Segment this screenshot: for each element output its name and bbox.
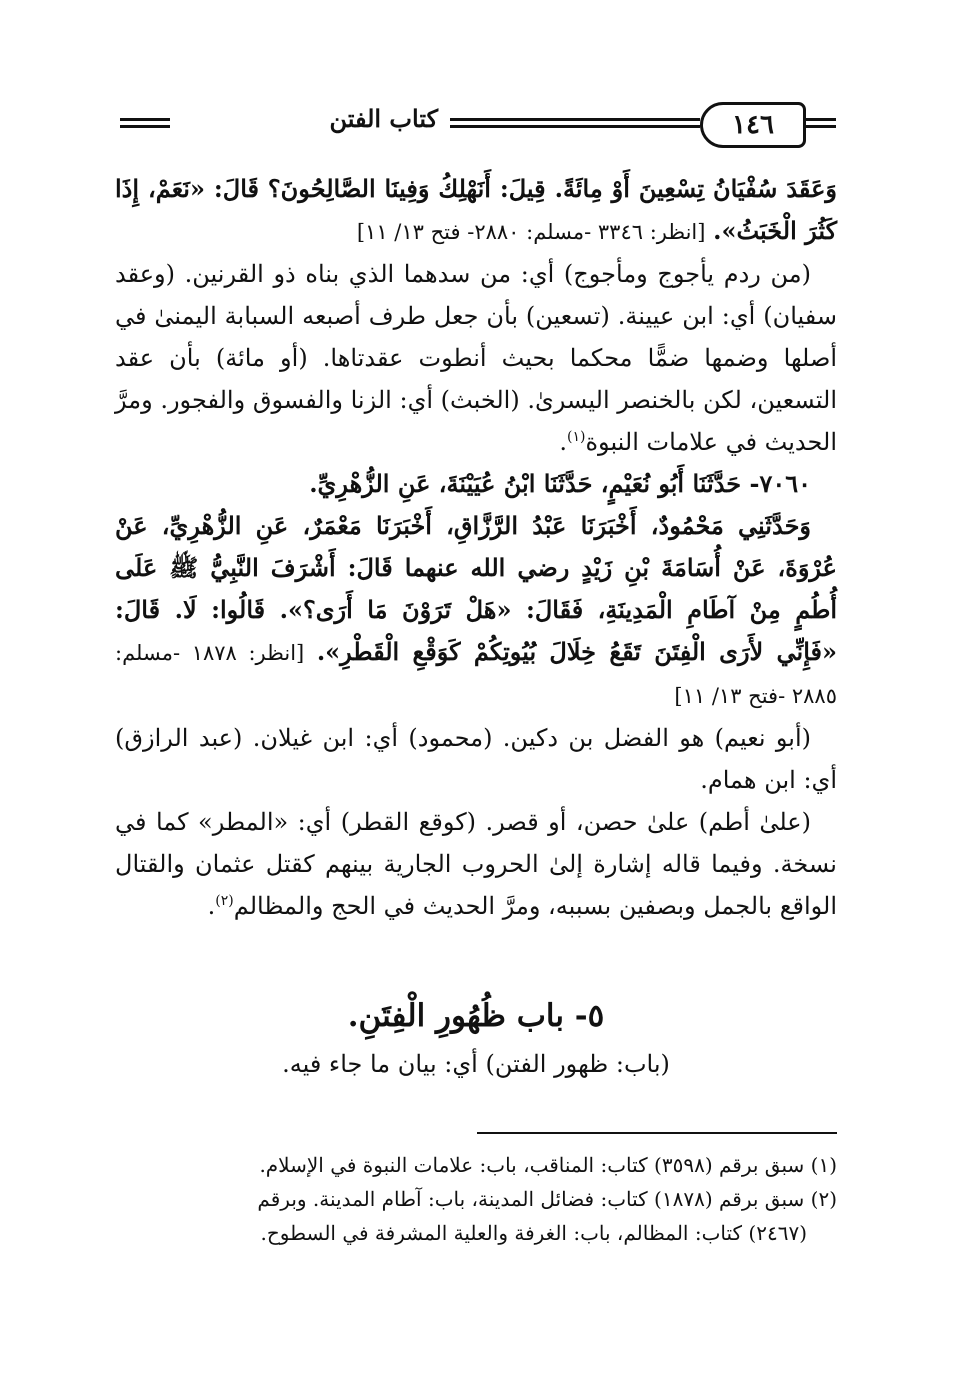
main-text (115, 168, 837, 927)
footnote: (١) سبق برقم (٣٥٩٨) كتاب: المناقب، باب: علامات النبوة في الإسلام. (259, 1153, 837, 1177)
hadith-reference: [انظر: ٣٣٤٦ -مسلم: ٢٨٨٠- فتح ١٣/ ١١] (356, 220, 706, 244)
commentary-text: (علىٰ أطم) علىٰ حصن، أو قصر. (كوقع القطر) أي: «المطر» كما في نسخة. وفيما قاله إشارة إلىٰ الحروب الجارية بينهم كقتل عثمان والقتال الواقع بالجمل وبصفين بسببه، ومرَّ الحديث في الحج والمظالم (115, 808, 837, 920)
chapter-heading: ٥- باب ظُهُورِ الْفِتَنِ. (347, 998, 605, 1034)
header-rule-right (806, 118, 836, 121)
header-rule-left (120, 118, 170, 121)
hadith-text: وَحَدَّثَنِي مَحْمُودٌ، أَخْبَرَنَا عَبْدُ الرَّزَّاقِ، أَخْبَرَنَا مَعْمَرٌ، عَنِ الزُّهْرِيِّ، عَنْ عُرْوَةَ، عَنْ أُسَامَةَ بْنِ زَيْدٍ رضي الله عنهما قَالَ: أَشْرَفَ النَّبِيُّ ﷺ عَلَى أُطُمٍ مِنْ آطَامِ الْمَدِينَةِ، فَقَالَ: «هَلْ تَرَوْنَ مَا أَرَى؟». قَالُوا: لَا. قَالَ: «فَإِنِّي لأَرَى الْفِتَنَ تَقَعُ خِلَالَ بُيُوتِكُمْ كَوَقْعِ الْقَطْرِ». (115, 511, 837, 666)
commentary-text: (من ردم يأجوج ومأجوج) أي: من سدهما الذي بناه ذو القرنين. (وعقد سفيان) أي: ابن عيينة. (تسعين) بأن جعل طرف أصبعه السبابة اليمنىٰ في أصلها وضمها ضمًّا محكما بحيث أنطوت عقدتاها. (أو مائة) بأن عقد التسعين، لكن بالخنصر اليسرىٰ. (الخبث) أي: الزنا والفسوق والفجور. ومرَّ الحديث في علامات النبوة (115, 260, 837, 456)
commentary-paragraph (115, 717, 837, 801)
hadith-paragraph (115, 505, 837, 717)
footnote-continuation: (٢٤٦٧) كتاب: المظالم، باب: الغرفة والعلية المشرفة في السطوح. (260, 1221, 807, 1245)
hadith-text: وَعَقَدَ سُفْيَانُ تِسْعِينَ أَوْ مِائَةً. قِيلَ: أَنَهْلِكُ وَفِينَا الصَّالِحُونَ؟ قَالَ: «نَعَمْ، إِذَا كَثُرَ الْخَبَثُ». (115, 174, 837, 245)
footnote-marker: (٢) (215, 893, 234, 909)
page-number: ١٤٦ (700, 102, 806, 148)
header-rule-middle (450, 118, 700, 121)
hadith-continuation (115, 168, 837, 253)
hadith-paragraph (115, 463, 837, 505)
running-title: كتاب الفتن (329, 104, 438, 133)
chapter-subtitle: (باب: ظهور الفتن) أي: بيان ما جاء فيه. (282, 1050, 670, 1078)
commentary-paragraph: (من ردم يأجوج ومأجوج) أي: من سدهما الذي بناه ذو القرنين. (وعقد سفيان) أي: ابن عيينة. (تسعين) بأن جعل طرف أصبعه السبابة اليمنىٰ في أصلها وضمها ضمًّا محكما بحيث أنطوت عقدتاها. (أو مائة) بأن عقد التسعين، لكن بالخنصر اليسرىٰ. (الخبث) أي: الزنا والفسوق والفجور. ومرَّ الحديث في علامات النبوة$^{(١)}$. (115, 260, 837, 456)
footnote-marker: (١) (567, 429, 586, 445)
footnote: (٢) سبق برقم (١٨٧٨) كتاب: فضائل المدينة، باب: آطام المدينة. وبرقم (257, 1187, 837, 1211)
commentary-paragraph: (علىٰ أطم) علىٰ حصن، أو قصر. (كوقع القطر) أي: «المطر» كما في نسخة. وفيما قاله إشارة إلىٰ الحروب الجارية بينهم كقتل عثمان والقتال الواقع بالجمل وبصفين بسببه، ومرَّ الحديث في الحج والمظالم$^{(٢)}$. (115, 808, 837, 920)
hadith-chain: ٧٠٦٠- حَدَّثَنَا أَبُو نُعَيْمٍ، حَدَّثَنَا ابْنُ عُيَيْنَةَ، عَنِ الزُّهْرِيِّ. (309, 469, 811, 498)
commentary-text: (أبو نعيم) هو الفضل بن دكين. (محمود) أي: ابن غيلان. (عبد الرازق) أي: ابن همام. (115, 724, 837, 794)
hadith-reference: [انظر: ١٨٧٨ -مسلم: ٢٨٨٥ -فتح ١٣/ ١١] (115, 641, 837, 708)
footnotes (115, 1148, 837, 1250)
page-header (112, 96, 836, 152)
footnote-divider (477, 1132, 837, 1134)
